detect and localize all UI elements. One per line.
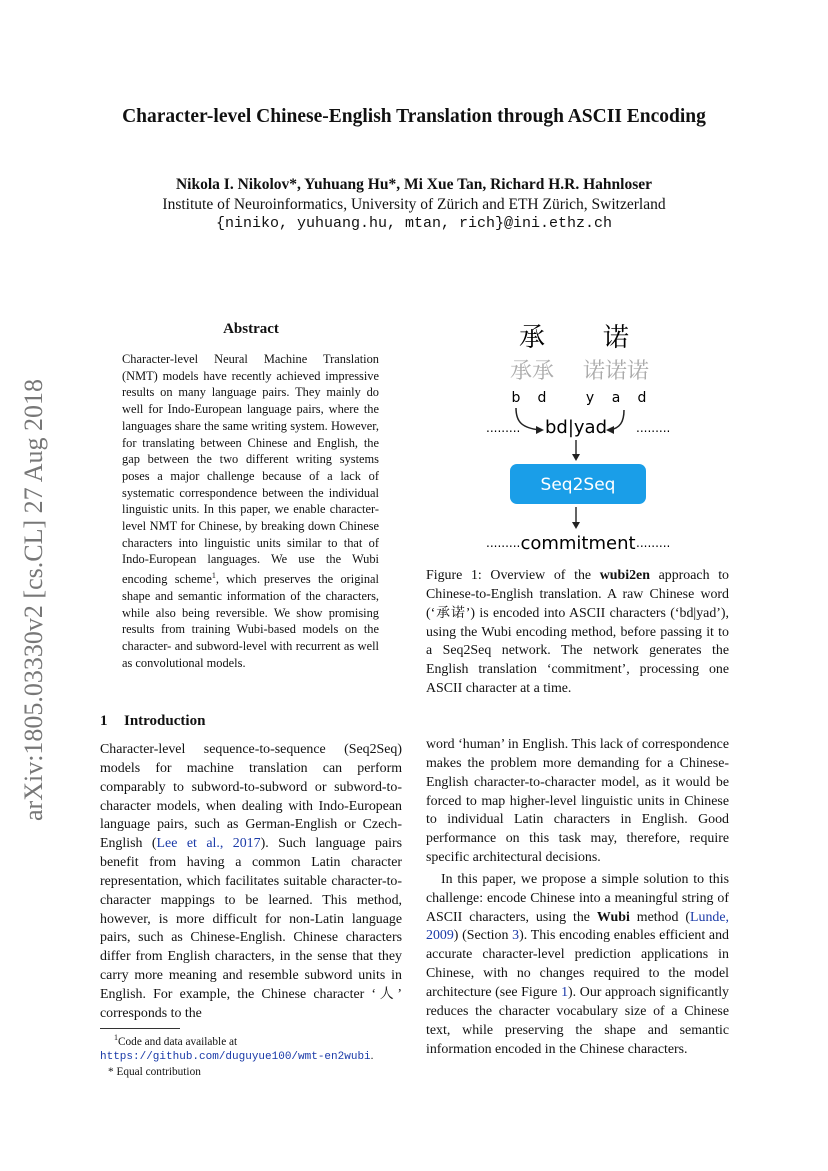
proposal-text-c: ) (Section <box>453 928 513 944</box>
wubi-letter-d: d <box>537 390 547 406</box>
abstract-part-b: , which preserves the original shape and semantic information of the characters, while also being reversible. We show promising results from training Wubi-based models on the character- and subword-level with recurrent as well as convolutional models. <box>122 572 379 670</box>
section-number: 1 <box>100 713 108 729</box>
output-word: commitment <box>520 533 636 554</box>
figure-1-diagram <box>470 318 690 558</box>
arxiv-stamp <box>14 340 54 860</box>
footnote-1-mark: 1 <box>114 1033 118 1042</box>
footnotes <box>100 1031 402 1079</box>
paper-title: Character-level Chinese-English Translation through ASCII Encoding <box>122 106 706 127</box>
citation-link-lunde[interactable]: Lunde, 2009 <box>426 909 729 944</box>
footnote-1-text: Code and data available at <box>118 1035 238 1048</box>
dots-output-left: ......... <box>486 536 521 550</box>
citation-link-lee[interactable]: Lee et al., 2017 <box>156 836 261 852</box>
encoded-string: bd|yad <box>544 417 608 438</box>
abstract-part-a: Character-level Neural Machine Translation (NMT) models have recently achieved impressive results on many language pairs. They mainly do well for Indo-European language pairs, where the languages share the same writing system. However, for translating between Chinese and English, the gap between the two different writing systems poses a major challenge because of a lack of systematic correspondence between the individual linguistic units. In this paper, we enable character-level NMT for Chinese, by breaking down Chinese characters into linguistic units similar to that of Indo-European languages. We use the Wubi encoding scheme <box>122 352 379 587</box>
proposal-text-b: method ( <box>629 909 691 925</box>
proposal-text-d: ). This encoding enables efficient and accurate character-level prediction applications in Chinese, with no changes required to the model architecture (see Figure <box>426 928 729 1000</box>
footnote-rule <box>100 1028 180 1029</box>
footnote-1-end: . <box>370 1050 374 1063</box>
arxiv-stamp-text: arXiv:1805.03330v2 [cs.CL] 27 Aug 2018 <box>19 379 48 821</box>
section-heading-introduction <box>100 713 205 730</box>
radicals-2: 诺诺诺 <box>582 359 650 384</box>
intro-column-right <box>426 736 729 1059</box>
code-url-link[interactable]: https://github.com/duguyue100/wmt-en2wubi <box>100 1051 371 1064</box>
chinese-char-1: 承 <box>518 323 546 353</box>
dots-right: ......... <box>636 421 671 435</box>
arrowhead-left <box>536 426 544 434</box>
intro-column-left <box>100 741 402 1024</box>
caption-text-a: Overview of the <box>481 568 600 583</box>
radicals-1: 承承 <box>509 359 555 384</box>
arrowhead-to-model <box>572 454 580 461</box>
intro-text-a: Character-level sequence-to-sequence (Seq2Seq) models for machine translation can perform comparably to subword-to-subword or subword-to-character models, when dealing with Indo-European language pairs, such as German-English or Czech-English ( <box>100 742 402 852</box>
intro-paragraph-proposal <box>426 871 729 1059</box>
footnote-marker[interactable]: 1 <box>211 571 216 581</box>
wubi-term: Wubi <box>596 909 630 925</box>
intro-text-b: ). Such language pairs benefit from having a common Latin character representation, which facilitates suitable character-to-character mappings to be learned. This method, however, is more difficult for non-Latin language pairs, such as Chinese-English. Chinese characters differ from English characters, in the sense that they carry more meaning and resemble subword units in English. For example, the Chinese character ‘人’ corresponds to the <box>100 836 402 1021</box>
abstract-heading: Abstract <box>223 321 279 337</box>
wubi-letter-b: b <box>511 390 521 406</box>
figure-1-caption <box>426 567 729 699</box>
chinese-char-2: 诺 <box>602 323 630 353</box>
abstract-text <box>122 351 379 671</box>
caption-text-b: approach to Chinese-to-English translation. A raw Chinese word (‘承诺’) is encoded into ASCII characters (‘bd|yad’), using the Wubi encoding method, before passing it to a Seq2Seq network. The network generates the English translation ‘commitment’, processing one ASCII character at a time. <box>426 568 730 697</box>
seq2seq-label: Seq2Seq <box>540 475 616 495</box>
wubi-letter-d2: d <box>637 390 647 406</box>
intro-paragraph-continued: word ‘human’ in English. This lack of correspondence makes the problem more demanding for a Chinese-English character-to-character model, as it would be forced to map higher-level linguistic units in Chinese to individual Latin characters in English. Good performance on this task may, therefore, require specific architectural decisions. <box>426 737 729 866</box>
section-title: Introduction <box>124 713 206 729</box>
caption-label: Figure 1: <box>426 568 482 583</box>
author-emails: {niniko, yuhuang.hu, mtan, rich}@ini.ethz.ch <box>215 215 613 232</box>
footnote-1 <box>100 1031 402 1065</box>
section-3-link[interactable]: 3 <box>512 928 520 944</box>
affiliation: Institute of Neuroinformatics, University of Zürich and ETH Zürich, Switzerland <box>162 196 666 213</box>
proposal-text-e: ). Our approach significantly reduces the character vocabulary size of a Chinese text, while preserving the shape and semantic information encoded in the Chinese characters. <box>426 984 730 1057</box>
dots-output-right: ......... <box>636 536 671 550</box>
wubi-letter-a: a <box>611 390 621 406</box>
figure-1-link[interactable]: 1 <box>561 984 569 1000</box>
proposal-text-a: In this paper, we propose a simple solution to this challenge: encode Chinese into a meaningful string of ASCII characters, using the <box>426 871 729 925</box>
wubi-letter-y: y <box>585 390 595 406</box>
footnote-equal-contribution: * Equal contribution <box>108 1065 201 1078</box>
author-list: Nikola I. Nikolov*, Yuhuang Hu*, Mi Xue Tan, Richard H.R. Hahnloser <box>175 176 653 193</box>
arrowhead-to-output <box>572 522 580 529</box>
caption-method-name: wubi2en <box>599 568 650 583</box>
arrowhead-right <box>606 426 614 434</box>
dots-left: ......... <box>486 421 521 435</box>
